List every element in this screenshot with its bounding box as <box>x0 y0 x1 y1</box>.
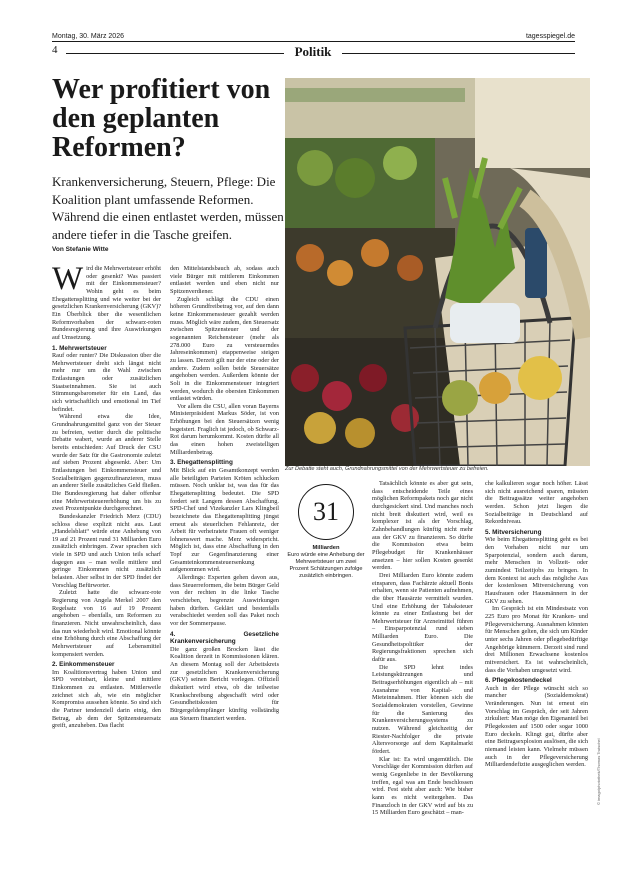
header-rule <box>52 41 575 42</box>
paragraph: Wie beim Ehegattensplitting geht es bei den Vorhaben nicht nur um Sparpotenzial, sondern auch darum, mehr Menschen in Vollzeit- oder zumindest Teilzeitjobs zu bringen. In dem Kontext ist auch das mögliche Aus der kostenlosen Mitversicherung von Hausfrauen oder Hausmännern in der GKV zu sehen. <box>485 536 588 605</box>
paragraph: Bundeskanzler Friedrich Merz (CDU) schloss diese explizit nicht aus. Laut „Handelsblatt“ würde eine Anhebung von 19 auf 21 Prozent rund 31 Milliarden Euro zusätzlich einbringen. Zwar sprachen sich viele in SPD und auch Union teils scharf dagegen aus – man wolle mittlere und geringe Einkommen nicht zusätzlich belasten. Aber selbst in der SPD findet der Vorschlag Befürworter. <box>52 512 161 589</box>
paragraph: Während etwa die Idee, Grundnahrungsmittel ganz von der Steuer zu befreien, weiter durch die politische Debatte wabert, wurde an anderer Stelle bereits entschieden: Auf Druck der CSU wurde der Satz für die Gastronomie zuletzt auf sieben Prozent abgesenkt. Aber: Um Entlastungen bei Einkommensteuer und Sozialbeiträgen gegenzufinanzieren, muss an anderer Stelle zusätzliches Geld fließen. Die Bundesregierung hat daher offenbar eine Mehrwertsteuererhöhung um bis zu zwei Prozentpunkte durchgerechnet. <box>52 413 161 513</box>
intro-paragraph: Wird die Mehrwertsteuer erhöht oder gesenkt? Was passiert mit der Einkommensteuer? Wohin geht es beim Ehegattensplitting und wie weiter bei der gesetzlichen Krankenversicherung (GKV)? Ein Überblick über die wesentlichen Reformvorhaben der schwarz-roten Bundesregierung und ihre Auswirkungen auf Umsetzung. <box>52 261 161 341</box>
paragraph: Die ganz großen Brocken lässt die Koalition derzeit in Kommissionen klären. An diesem Montag soll der Arbeitskreis zur gesetzlichen Krankenversicherung (GKV) seinen Bericht vorlegen. Offiziell diskutiert wird etwa, ob die teilweise Krankschreibung abgeschafft wird oder Gesundheitskosten für Bürgergeldempfänger künftig vollständig aus Steuern finanziert werden. <box>170 645 279 722</box>
subheading-krankenversicherung: 4. Gesetzliche Krankenversicherung <box>170 630 279 646</box>
fact-text: Euro würde eine Anhebung der Mehrwertsteuer um zwei Prozent Schätzungen zufolge zusätzlich einbringen. <box>287 552 365 579</box>
photo-caption: Zur Debatte steht auch, Grundnahrungsmittel von der Mehrwertsteuer zu befreien. <box>285 466 489 472</box>
subheading-mehrwertsteuer: 1. Mehrwertsteuer <box>52 344 107 352</box>
issue-date: Montag, 30. März 2026 <box>52 33 124 40</box>
site-name[interactable]: tagesspiegel.de <box>525 33 575 40</box>
paragraph: Klar ist: Es wird ungemütlich. Die Vorschläge der Kommission dürften auf wenig Gegenliebe in der Bevölkerung treffen, egal was am Ende beschlossen wird. Fest steht aber auch: Wie bisher kann es nicht weitergehen. Das Finanzloch in der GKV wird auf bis zu 15 Milliarden Euro geschätzt – man- <box>372 755 473 817</box>
paragraph: Im Gespräch ist ein Mindestsatz von 225 Euro pro Monat für Kranken- und Pflegeversicherung. Ausnahmen könnten für Menschen gelten, die sich um Kinder unter sechs Jahren oder pflegebedürftige Angehörige kümmern. Derzeit sind rund drei Millionen Erwachsene kostenlos mitversichert. Es ist wahrscheinlich, dass die Vorhaben umgesetzt wird. <box>485 605 588 674</box>
article-headline: Wer profitiert von den geplanten Reformen? <box>52 74 271 163</box>
paragraph: Mit Blick auf ein Gesamtkonzept werden alle beteiligten Parteien Kröten schlucken müssen. Noch unklar ist, was das für das Ehegattensplitting bedeutet. Die SPD fordert seit Langem dessen Abschaffung. SPD-Chef und Vizekanzler Lars Klingbeil bezeichnete das Ehegattensplitting jüngst erneut als steuerlichen Fehlanreiz, der Arbeit für verheiratete Frauen oft weniger lohnenswert mache. Merz widerspricht. Möglich ist, dass eine Abschaffung in den Topf zur Gegenfinanzierung einer Gesamteinkommensteuersenkung aufgenommen wird. <box>170 466 279 574</box>
article-byline: Von Stefanie Witte <box>52 246 109 253</box>
paragraph: Zugleich schlägt die CDU einen höheren Grundfreibetrag vor, auf den dann keine Einkommenssteuer gezahlt werden muss. Möglich wäre zudem, den Steuersatz zwischen Spitzensteuer und der sogenannten Reichensteuer (mehr als 278.000 Euro zu versteuerndes Jahreseinkommen) etappenweise steigen zu lassen. Derzeit gilt nur der eine oder der andere. Zudem sollen beide Steuersätze angehoben werden. Außerdem könnte der Soli in die Einkommensteuer integriert werden, wodurch die obersten Einkommen entlastet würden. <box>170 295 279 403</box>
paragraph: che kalkulieren sogar noch höher. Lässt sich nicht ausreichend sparen, müssten die Beitragssätze weiter angehoben werden. Schon jetzt liegen die Sozialbeiträge in Deutschland auf Rekordniveau. <box>485 480 588 526</box>
section-rule-right <box>342 53 575 54</box>
page-number: 4 <box>52 44 58 56</box>
paragraph: Zuletzt hatte die schwarz-rote Regierung von Angela Merkel 2007 den Regelsatz von 16 auf 19 Prozent angehoben – ebenfalls, um Reformen zu finanzieren. Nicht unwahrscheinlich, dass das nun wiederholt wird. Emotional könnte eine Erhöhung durch eine Abschaffung der Mehrwertsteuer auf Lebensmittel kompensiert werden. <box>52 589 161 658</box>
paragraph: Im Koalitionsvertrag haben Union und SPD vereinbart, kleine und mittlere Einkommen zu entlasten. Mittlerweile zeichnet sich ab, wie ein möglicher Kompromiss aussehen könnte. So sind sich die Partner tendenziell darin einig, den Betrag, ab dem der Spitzensteuersatz greift, anzuheben. Das flacht <box>52 668 161 730</box>
subheading-mitversicherung: 5. Mitversicherung <box>485 528 542 536</box>
section-rule-left <box>66 53 284 54</box>
subheading-einkommensteuer: 2. Einkommensteuer <box>52 661 115 669</box>
paragraph: Die SPD lehnt indes Leistungskürzungen und Beitragserhöhungen eigentlich ab – mit Ausnahme von Kapital- und Mieteinnahmen. Hier können sich die Sozialdemokraten vorstellen, Gewinne für die Sanierung des Krankenversicherungssystems zu nutzen. Während gleichzeitig der Riester-Nachfolger die private Altersvorsorge auf dem Kapitalmarkt fördert. <box>372 663 473 755</box>
article-column-4 <box>485 480 588 769</box>
subheading-ehegattensplitting: 3. Ehegattensplitting <box>170 459 233 467</box>
drop-cap: W <box>52 261 84 297</box>
paragraph: Tatsächlich könnte es aber gut sein, dass entscheidende Teile eines möglichen Reformpakets noch gar nicht durchgesickert sind. Und manches noch nicht breit diskutiert wird, weil es komplexer ist als der Vorschlag, Zahnbehandlungen künftig nicht mehr aus der GKV zu finanzieren. So dürfte die Kommission etwa beim Pflegebudget für Krankenhäuser ansetzen – hier sollen Kosten gesenkt werden. <box>372 480 473 572</box>
paragraph: Vor allem die CSU, allen voran Bayerns Ministerpräsident Markus Söder, ist von Erhöhungen bei den Steuersätzen wenig begeistert. Fraglich ist jedoch, ob Schwarz-Rot darum herumkommt. Kosten dürfte all das einen hohen zweistelligen Milliardenbetrag. <box>170 402 279 456</box>
article-column-1 <box>52 261 161 730</box>
paragraph: Allerdings: Experten gehen davon aus, dass Steuerreformen, die beim Bürger Geld von der rechten in die linke Tasche verschieben, begrenzte Auswirkungen haben dürften. Geklärt und bestenfalls verabschiedet werden soll das Paket noch vor der Sommerpause. <box>170 574 279 628</box>
fact-number: 31 <box>298 484 354 540</box>
paragraph: Auch in der Pflege wünscht sich so mancher (Sozialdemokrat) Veränderungen. Nun ist erneut ein Vorschlag im Gespräch, der seit Jahren zirkuliert: Man möge den Eigenanteil bei Pflegekosten auf 1500 oder sogar 1000 Euro deckeln. Klingt gut, dürfte aber eine Beitragsexplosion auslösen, die sich niemand leisten kann. Vielmehr müssen auch in der Pflegeversicherung Milliardendefizite ausgeglichen werden. <box>485 684 588 769</box>
paragraph: Drei Milliarden Euro könnte zudem einsparen, dass Fachärzte aktuell Bonis erhalten, wenn sie Patienten aufnehmen, die über Hausärzte vermittelt wurden. Und eine Erhöhung der Tabaksteuer könnte zu einer Entlastung bei der Mehrwertsteuer für Arzneimittel führen – Einsparpotenzial rund sieben Milliarden Euro. Die Gesundheitspolitiker der Regierungsfraktionen sprechen sich dafür aus. <box>372 571 474 664</box>
article-column-2 <box>170 265 279 722</box>
article-column-3 <box>372 480 473 817</box>
paragraph: Rauf oder runter? Die Diskussion über die Mehrwertsteuer dreht sich längst nicht mehr nur um die Wahl zwischen Entlastungen oder zusätzlichen Staatseinnahmen. Sie ist auch Stimmungsbarometer für ein Land, das sich wirtschaftlich und emotional im Tief befindet. <box>52 352 161 413</box>
section-title: Politik <box>294 44 332 59</box>
paragraph: den Mittelstandsbauch ab, sodass auch viele Bürger mit mittlerem Einkommen entlastet werden und eben nicht nur Spitzenverdiener. <box>170 265 279 295</box>
article-subline: Krankenversicherung, Steuern, Pflege: Die Koalition plant umfassende Reformen. Während die einen entlastet werden, müssen andere tiefer in die Tasche greifen. <box>52 174 284 242</box>
photo-credit: © imago/photothek/Thomas Trutschel <box>596 738 601 805</box>
photo-grocery-basket <box>285 78 590 466</box>
article-photo <box>285 78 590 466</box>
fact-box <box>286 484 366 580</box>
subheading-pflegekostendeckel: 6. Pflegekostendeckel <box>485 677 552 685</box>
fact-label: Milliarden <box>312 545 340 551</box>
